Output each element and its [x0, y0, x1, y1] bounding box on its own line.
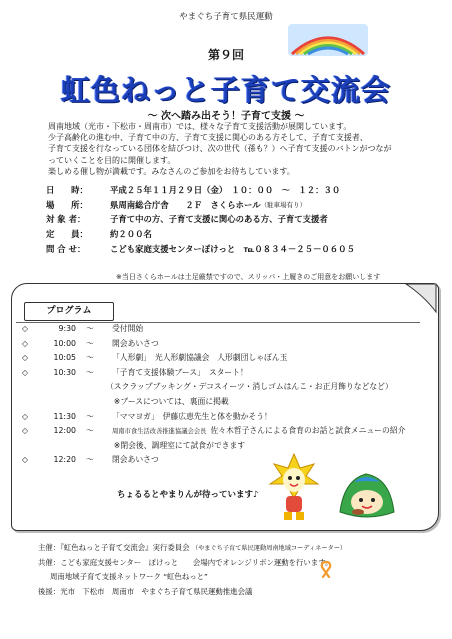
schedule-event-text: 佐々木哲子さんによる食育のお話と試食メニューの紹介	[210, 426, 406, 436]
schedule-tilde: ～	[86, 353, 94, 363]
detail-row-venue	[46, 198, 426, 213]
venue-note: ※当日さくらホールは土足厳禁ですので、スリッパ・上履きのご用意をお願いします	[116, 273, 381, 281]
schedule-event: 閉会あいさつ	[112, 455, 159, 465]
diamond-icon: ◇	[22, 324, 28, 333]
detail-value: こども家庭支援センターぽけっと ℡０８３４－２５－０６０５	[110, 243, 355, 254]
schedule-tilde: ～	[86, 367, 94, 377]
detail-row-contact	[46, 241, 426, 256]
page-subtitle: ～ 次へ踏み出そう！子育て支援 ～	[147, 111, 305, 122]
program-schedule	[22, 322, 434, 468]
schedule-item	[22, 424, 434, 439]
diamond-icon: ◇	[22, 338, 28, 348]
organizer-label: 主催：	[38, 543, 61, 552]
page-title: 虹色ねっと子育て交流会	[60, 73, 391, 107]
schedule-event: 「子育て支援体験ブース」 スタート！	[112, 367, 248, 377]
network-name: 周南地域子育て支援ネットワーク “虹色ねっと”	[50, 572, 208, 581]
detail-row-audience	[46, 212, 426, 227]
schedule-time: 12:00	[53, 426, 76, 436]
schedule-item	[22, 337, 434, 352]
schedule-tilde: ～	[86, 338, 94, 348]
schedule-subnote	[22, 439, 434, 454]
support-label: 後援：	[38, 586, 61, 596]
network-row	[38, 570, 448, 585]
diamond-icon: ◇	[22, 455, 28, 465]
cosponsor-row	[38, 556, 448, 571]
schedule-item	[22, 366, 434, 381]
schedule-event: 「人形劇」 光人形劇協議会 人形劇団しゃぼん玉	[112, 353, 288, 363]
schedule-time: 11:30	[53, 411, 76, 421]
schedule-tilde: ～	[86, 324, 94, 333]
schedule-event: 「ママヨガ」 伊藤広恵先生と体を動かそう！	[112, 411, 272, 421]
schedule-tilde: ～	[86, 426, 94, 436]
organizer-note: （やまぐち子育て県民運動周南地域コーディネーター）	[191, 545, 347, 552]
detail-label: 日 時：	[46, 185, 88, 196]
schedule-time: 10:05	[53, 353, 76, 363]
schedule-time: 10:00	[53, 338, 76, 348]
event-details	[46, 183, 426, 256]
detail-row-date	[46, 183, 426, 198]
mascot-yamarin-icon	[336, 468, 398, 524]
schedule-event-prefix: 周南市食生活改善推進協議会会長	[112, 428, 207, 436]
mascot-chorulu-icon	[264, 450, 324, 524]
edition-label: 第９回	[207, 48, 244, 62]
program-label: プログラム	[24, 302, 114, 321]
organization-name: やまぐち子育て県民運動	[179, 12, 273, 22]
schedule-subnote	[22, 380, 434, 395]
diamond-icon: ◇	[22, 367, 28, 377]
schedule-subnote-text: ※閉会後、調理室にて試食ができます	[106, 440, 246, 450]
organizer-name: 『虹色ねっと子育て交流会』実行委員会	[60, 543, 190, 552]
schedule-time: 12:20	[53, 455, 76, 465]
cosponsor-name: こども家庭支援センター ぽけっと 会場内でオレンジリボン運動を行います。	[60, 557, 333, 567]
schedule-event: 受付開始	[112, 324, 144, 333]
schedule-subnote	[22, 395, 434, 410]
schedule-event	[112, 424, 405, 440]
schedule-item	[22, 453, 434, 468]
detail-value: 平成２５年１１月２９日（金） １０：００ ～ １２：３０	[110, 185, 341, 196]
schedule-subnote-text: （スクラップブッキング・デコスイーツ・消しゴムはんこ・お正月飾りなどなど）	[106, 382, 393, 392]
schedule-subnote-text: ※ブースについては、裏面に掲載	[106, 396, 229, 406]
detail-label: 対 象 者：	[46, 214, 86, 225]
detail-label: 場 所：	[46, 199, 88, 210]
detail-value: 約２００名	[110, 229, 152, 240]
schedule-item	[22, 351, 434, 366]
cosponsor-label: 共催：	[38, 557, 61, 567]
schedule-tilde: ～	[86, 455, 94, 465]
detail-value: 県周南総合庁舎 ２Ｆ さくらホール	[110, 199, 261, 210]
schedule-time: 9:30	[58, 324, 76, 333]
footer-credits	[38, 541, 448, 599]
detail-note: （駐車場有り）	[260, 201, 307, 210]
schedule-item	[22, 322, 434, 337]
detail-value: 子育て中の方、子育て支援に関心のある方、子育て支援者	[110, 214, 328, 225]
detail-row-capacity	[46, 227, 426, 242]
page-curl-icon	[404, 282, 438, 316]
schedule-item	[22, 410, 434, 425]
support-names: 光市 下松市 周南市 やまぐち子育て県民運動推進会議	[60, 586, 253, 596]
diamond-icon: ◇	[22, 411, 28, 421]
schedule-tilde: ～	[86, 411, 94, 421]
detail-label: 問 合 せ：	[46, 243, 86, 254]
orange-ribbon-icon	[320, 560, 332, 578]
support-row	[38, 585, 448, 600]
intro-text: 周南地域（光市・下松市・周南市）では、様々な子育て支援活動が展開しています。 少子高齢化の進む中、子育て中の方、子育て支援に関心のある方そして、子育て支援者、 子育て支援を行なっている団体を結びつけ、次の世代（孫も？）へ子育て支援のバトンがつなが っていくことを目的に開催します。 楽しめる催し物が満載です。みなさんのご参加をお待ちしています。	[48, 122, 392, 176]
schedule-time: 10:30	[53, 367, 76, 377]
mascot-message: ちょるるとやまりんが待っています♪	[117, 490, 259, 500]
schedule-event: 開会あいさつ	[112, 338, 159, 348]
diamond-icon: ◇	[22, 353, 28, 363]
detail-label: 定 員：	[46, 229, 88, 240]
diamond-icon: ◇	[22, 426, 28, 436]
organizer-row	[38, 541, 448, 556]
